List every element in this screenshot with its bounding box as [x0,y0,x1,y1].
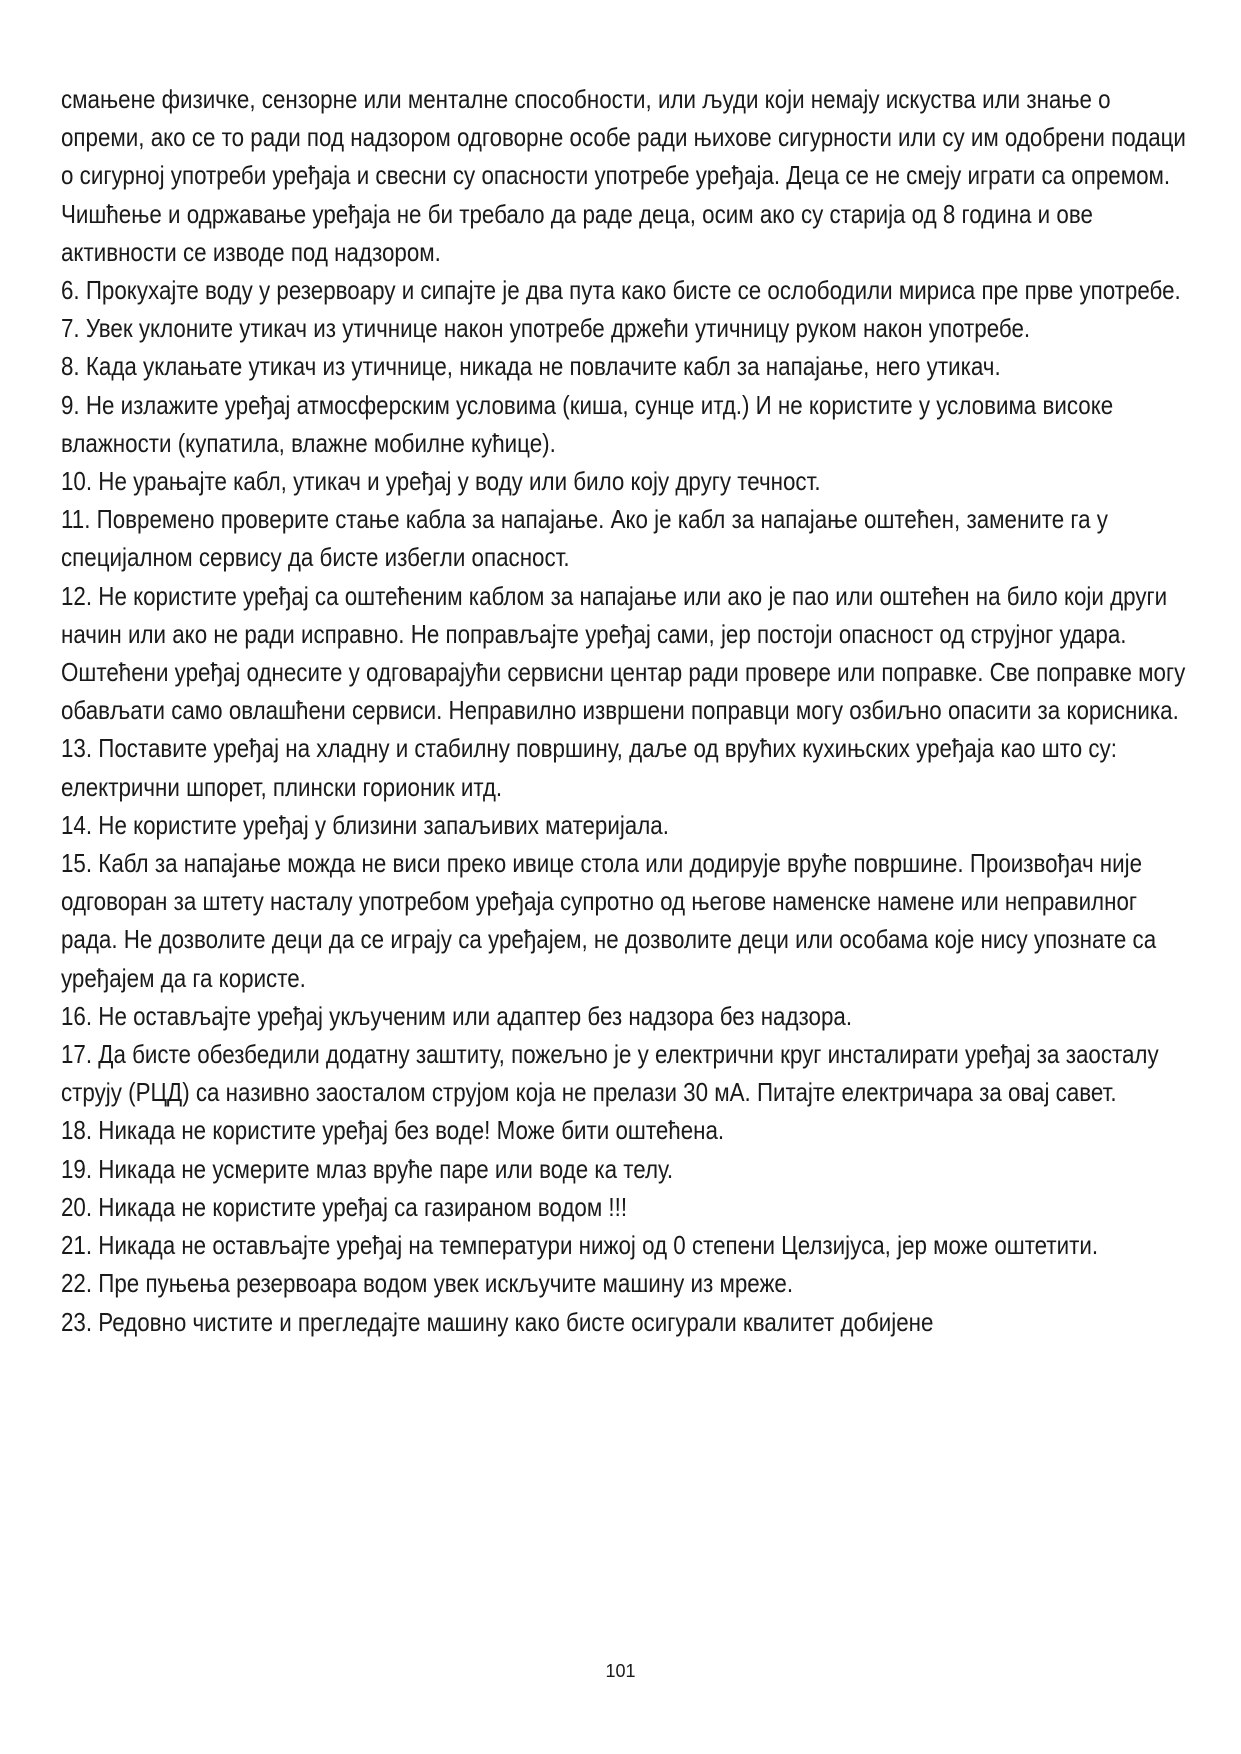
instruction-item-17: 17. Да бисте обезбедили додатну заштиту, пожељно је у електрични круг инсталирати уређај за заосталу струју (РЦД) са називно заосталом струјом која не прелази 30 мА. Питајте електричара за овај савет. [61,1039,1159,1108]
instruction-item-14: 14. Не користите уређај у близини запаљивих материјала. [61,809,669,840]
instruction-item-21: 21. Никада не остављајте уређај на температури нижој од 0 степени Целзијуса, јер може оштетити. [61,1230,1099,1261]
instruction-item-6: 6. Прокухајте воду у резервоару и сипајте је два пута како бисте се ослободили мириса пре прве употребе. [61,275,1181,306]
page-number: 101 [605,1661,636,1681]
instruction-item-23: 23. Редовно чистите и прегледајте машину како бисте осигурали квалитет добијене [61,1306,934,1337]
instruction-item-15: 15. Кабл за напајање можда не виси преко ивице стола или додирује вруће површине. Произвођач није одговоран за штету насталу употребом уређаја супротно од његове наменске намене или неправилног рада. Не дозволите деци да се играју са уређајем, не дозволите деци или особама које нису упознате са уређајем да га користе. [61,848,1157,993]
instructions-text [61,80,1191,1341]
instruction-item-22: 22. Пре пуњења резервоара водом увек искључите машину из мреже. [61,1268,794,1299]
instruction-item-19: 19. Никада не усмерите млаз вруће паре или воде ка телу. [61,1153,674,1184]
instruction-item-10: 10. Не урањајте кабл, утикач и уређај у воду или било коју другу течност. [61,466,821,497]
instruction-item-13: 13. Поставите уређај на хладну и стабилну површину, даље од врућих кухињских уређаја као што су: електрични шпорет, плински горионик итд. [61,733,1117,802]
instruction-item-16: 16. Не остављајте уређај укљученим или адаптер без надзора без надзора. [61,1000,853,1031]
instruction-item-18: 18. Никада не користите уређај без воде! Може бити оштећена. [61,1115,725,1146]
instruction-item-12: 12. Не користите уређај са оштећеним каблом за напајање или ако је пао или оштећен на било који други начин или ако не ради исправно. Не поправљајте уређај сами, јер постоји опасност од струјног удара. Оштећени уређај однесите у одговарајући сервисни центар ради провере или поправке. Све поправке могу обављати само овлашћени сервиси. Неправилно извршени поправци могу озбиљно опасити за корисника. [61,580,1186,726]
instruction-item-8: 8. Када уклањате утикач из утичнице, никада не повлачите кабл за напајање, него утикач. [61,351,1001,382]
instruction-item-11: 11. Повремено проверите стање кабла за напајање. Ако је кабл за напајање оштећен, замените га у специјалном сервису да бисте избегли опасност. [61,504,1108,573]
instruction-item-7: 7. Увек уклоните утикач из утичнице након употребе држећи утичницу руком након употребе. [61,313,1031,344]
paragraph-continuation: смањене физичке, сензорне или менталне способности, или људи који немају искуства или знање о опреми, ако се то ради под надзором одговорне особе ради њихове сигурности или су им одобрени подаци о сигурној употреби уређаја и свесни су опасности употребе уређаја. Деца се не смеју играти са опремом. Чишћење и одржавање уређаја не би требало да раде деца, осим ако су старија од 8 година и ове активности се изводе под надзором. [61,84,1186,267]
instruction-item-20: 20. Никада не користите уређај са газираном водом !!! [61,1191,628,1222]
instruction-item-9: 9. Не излажите уређај атмосферским условима (киша, сунце итд.) И не користите у условима високе влажности (купатила, влажне мобилне кућице). [61,389,1114,458]
